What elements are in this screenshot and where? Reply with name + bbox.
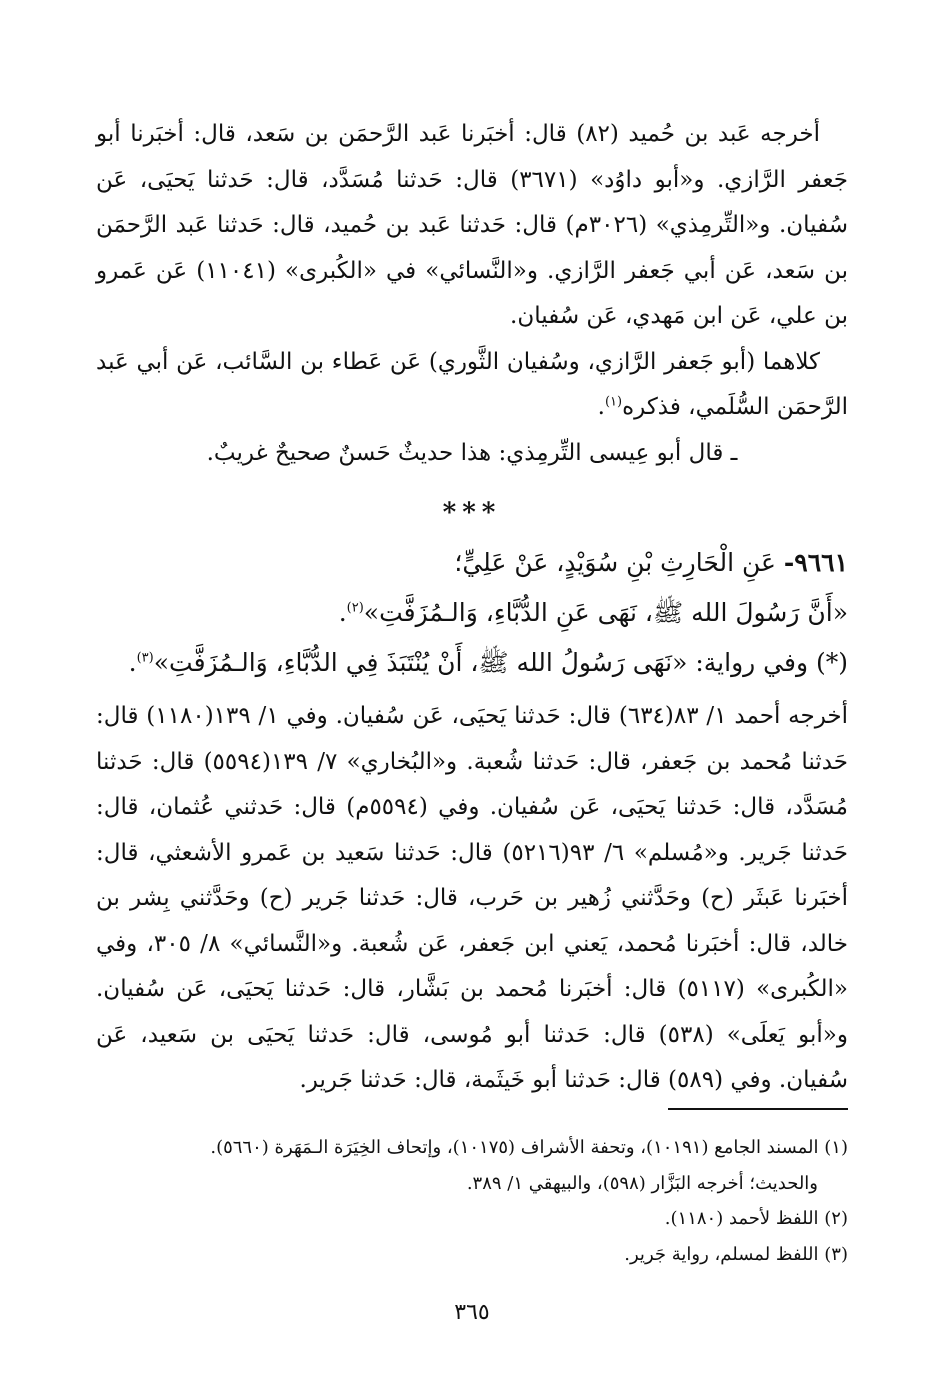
footnote-1-continued: والحديث؛ أخرجه البَزَّار (٥٩٨)، والبيهقي ١/ ٣٨٩.	[466, 1172, 818, 1194]
footnote-ref-1: (١)	[604, 394, 623, 410]
hadith-variant: (*) وفي رواية: «نَهَى رَسُولُ الله ﷺ، أَنْ يُنْتَبَذَ فِي الدُّبَّاءِ، وَالـمُزَفَّتِ»$^{(٣)}$.	[128, 648, 848, 677]
section-separator: ***	[442, 498, 502, 528]
takhrij-paragraph-1: أخرجه عَبد بن حُميد (٨٢) قال: أخبَرنا عَبد الرَّحمَن بن سَعد، قال: أخبَرنا أبو جَعفر الرَّازي. و«أبو داوُد» (٣٦٧١) قال: حَدثنا مُسَدَّد، قال: حَدثنا يَحيَى، عَن سُفيان. و«التِّرمِذي» (٣٠٢٦م) قال: حَدثنا عَبد بن حُميد، قال: حَدثنا عَبد الرَّحمَن بن سَعد، عَن أبي جَعفر الرَّازي. و«النَّسائي» في «الكُبرى» (١١٠٤١) عَن عَمرو بن علي، عَن ابن مَهدي، عَن سُفيان.	[96, 121, 848, 329]
hadith-text-body: «أَنَّ رَسُولَ الله ﷺ، نَهَى عَنِ الدُّبَّاءِ، وَالـمُزَفَّتِ»	[363, 598, 848, 627]
footnote-ref-2: (٢)	[346, 600, 364, 616]
hadith-section	[96, 538, 848, 688]
hadith-variant-body: (*) وفي رواية: «نَهَى رَسُولُ الله ﷺ، أَنْ يُنْتَبَذَ فِي الدُّبَّاءِ، وَالـمُزَفَّتِ»	[153, 648, 848, 677]
footnote-3: (٣) اللفظ لمسلم، رواية جَرير.	[624, 1243, 848, 1265]
hadith-header	[96, 538, 848, 588]
footnote-1: (١) المسند الجامع (١٠١٩١)، وتحفة الأشراف (١٠١٧٥)، وإتحاف الخِيَرَة الـمَهَرة (٥٦٦٠).	[210, 1137, 848, 1158]
takhrij-section-1	[96, 112, 848, 476]
takhrij-paragraph-2-text: كلاهما (أبو جَعفر الرَّازي، وسُفيان الثَّوري) عَن عَطاء بن السَّائب، عَن أبي عَبد الرَّحمَن السُّلَمي، فذكره	[96, 348, 848, 420]
takhrij-paragraph-2: كلاهما (أبو جَعفر الرَّازي، وسُفيان الثَّوري) عَن عَطاء بن السَّائب، عَن أبي عَبد الرَّحمَن السُّلَمي، فذكره$^{(١)}$.	[96, 348, 848, 420]
page-number: ٣٦٥	[454, 1300, 490, 1325]
footnote-divider	[668, 1108, 848, 1110]
takhrij-paragraph-3: أخرجه أحمد ١/ ٨٣(٦٣٤) قال: حَدثنا يَحيَى، عَن سُفيان. وفي ١/ ١٣٩(١١٨٠) قال: حَدثنا مُحمد بن جَعفر، قال: حَدثنا شُعبة. و«البُخاري» ٧/ ١٣٩(٥٥٩٤) قال: حَدثنا مُسَدَّد، قال: حَدثنا يَحيَى، عَن سُفيان. وفي (٥٥٩٤م) قال: حَدثني عُثمان، قال: حَدثنا جَرير. و«مُسلم» ٦/ ٩٣(٥٢١٦) قال: حَدثنا سَعيد بن عَمرو الأشعثي، قال: أخبَرنا عَبثَر (ح) وحَدَّثني زُهير بن حَرب، قال: حَدثنا جَرير (ح) وحَدَّثني بِشر بن خالد، قال: أخبَرنا مُحمد، يَعني ابن جَعفر، عَن شُعبة. و«النَّسائي» ٨/ ٣٠٥، وفي «الكُبرى» (٥١١٧) قال: أخبَرنا مُحمد بن بَشَّار، قال: حَدثنا يَحيَى، عَن سُفيان. و«أبو يَعلَى» (٥٣٨) قال: حَدثنا أبو مُوسى، قال: حَدثنا يَحيَى بن سَعيد، عَن سُفيان. وفي (٥٨٩) قال: حَدثنا أبو خَيثَمة، قال: حَدثنا جَرير.	[96, 703, 849, 1093]
footnote-2: (٢) اللفظ لأحمد (١١٨٠).	[664, 1208, 848, 1229]
takhrij-section-2	[96, 694, 848, 1104]
hadith-number: ٩٦٦١-	[783, 548, 848, 577]
footnote-ref-3: (٣)	[136, 650, 154, 666]
tirmidhi-grading: ـ قال أبو عِيسى التِّرمِذي: هذا حديثٌ حَسنٌ صحيحٌ غريبٌ.	[206, 439, 738, 466]
hadith-text: «أَنَّ رَسُولَ الله ﷺ، نَهَى عَنِ الدُّبَّاءِ، وَالـمُزَفَّتِ»$^{(٢)}$.	[338, 598, 848, 627]
footnotes	[96, 1130, 848, 1272]
hadith-chain: عَنِ الْحَارِثِ بْنِ سُوَيْدٍ، عَنْ عَلِيٍّ؛	[454, 548, 776, 577]
